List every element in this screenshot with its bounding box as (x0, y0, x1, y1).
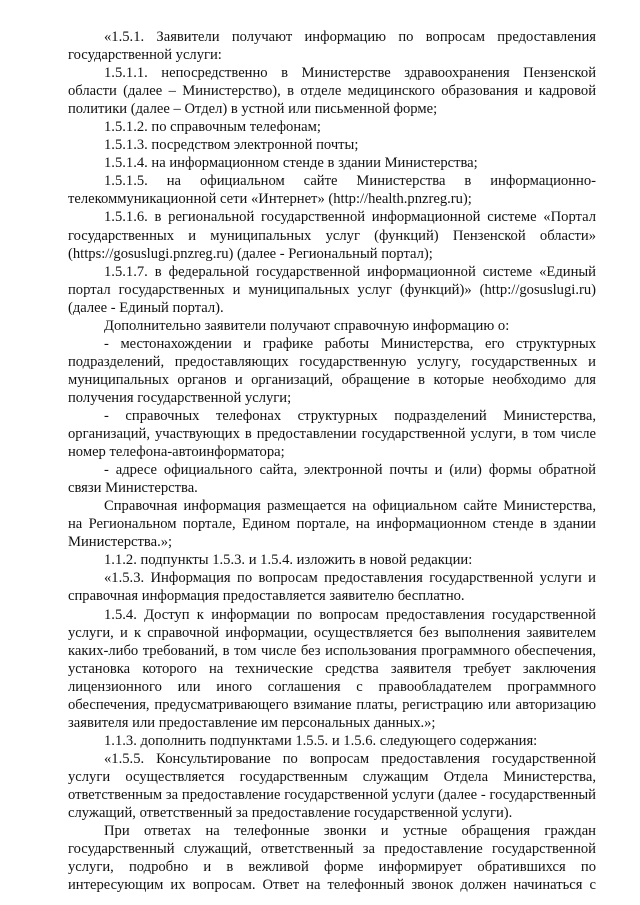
document-page (68, 28, 596, 894)
paragraph-1-5-3: «1.5.3. Информация по вопросам предоставления государственной услуги и справочная информация предоставляется заявителю бесплатно. (68, 570, 596, 605)
paragraph-1-5-1-6: 1.5.1.6. в региональной государственной информационной системе «Портал государственных и муниципальных услуг (функций) Пензенской области» (https://gosuslugi.pnzreg.ru) (далее - Региональный портал); (68, 209, 596, 262)
paragraph-1-1-2: 1.1.2. подпункты 1.5.3. и 1.5.4. изложить в новой редакции: (104, 552, 473, 569)
paragraph-bullet-phones: - справочных телефонах структурных подразделений Министерства, организаций, участвующих в предоставлении государственной услуги, в том числе номер телефона-автоинформатора; (68, 407, 596, 461)
paragraph-reference-info: Справочная информация размещается на официальном сайте Министерства, на Региональном портале, Едином портале, на информационном стенде в здании Министерства.»; (68, 498, 596, 551)
paragraph-bullet-location: - местонахождении и графике работы Министерства, его структурных подразделений, предоставляющих государственную услугу, государственных и муниципальных органов и организаций, обращение в которые необходимо для получения государственной услуги; (68, 335, 596, 406)
paragraph-bullet-website: - адресе официального сайта, электронной почты и (или) формы обратной связи Министерства. (68, 462, 596, 497)
paragraph-additional-info: Дополнительно заявители получают справочную информацию о: (104, 317, 510, 334)
paragraph-1-5-1-5: 1.5.1.5. на официальном сайте Министерства в информационно-телекоммуникационной сети «Интернет» (http://health.pnzreg.ru); (68, 173, 596, 208)
paragraph-1-5-1-7: 1.5.1.7. в федеральной государственной информационной системе «Единый портал государственных и муниципальных услуг (функций)» (http://gosuslugi.ru) (далее - Единый портал). (68, 263, 596, 316)
paragraph-phone-answers: При ответах на телефонные звонки и устные обращения граждан государственный служащий, ответственный за предоставление государственной услуги, подробно и в вежливой форме информирует обратившихся по интересующим их вопросам. Ответ на телефонный звонок должен начинаться с (68, 823, 596, 894)
paragraph-1-5-1: «1.5.1. Заявители получают информацию по вопросам предоставления государственной услуги: (68, 29, 596, 64)
paragraph-1-5-1-1: 1.5.1.1. непосредственно в Министерстве здравоохранения Пензенской области (далее – Министерство), в отделе медицинского образования и кадровой политики (далее – Отдел) в устной или письменной форме; (68, 65, 596, 118)
paragraph-1-5-4: 1.5.4. Доступ к информации по вопросам предоставления государственной услуги, и к справочной информации, осуществляется без выполнения заявителем каких-либо требований, в том числе без использования программного обеспечения, установка которого на технические средства заявителя требует заключения лицензионного или иного соглашения с правообладателем программного обеспечения, предусматривающего взимание платы, регистрацию или авторизацию заявителя или предоставление им персональных данных.»; (68, 606, 596, 731)
paragraph-1-1-3: 1.1.3. дополнить подпунктами 1.5.5. и 1.5.6. следующего содержания: (104, 732, 538, 749)
paragraph-1-5-5: «1.5.5. Консультирование по вопросам предоставления государственной услуги осуществляется государственным служащим Отдела Министерства, ответственным за предоставление государственной услуги (далее - государственный служащий, ответственный за предоставление государственной услуги). (68, 750, 596, 822)
paragraph-1-5-1-4: 1.5.1.4. на информационном стенде в здании Министерства; (104, 155, 478, 172)
paragraph-1-5-1-3: 1.5.1.3. посредством электронной почты; (104, 137, 359, 154)
paragraph-1-5-1-2: 1.5.1.2. по справочным телефонам; (104, 119, 321, 136)
